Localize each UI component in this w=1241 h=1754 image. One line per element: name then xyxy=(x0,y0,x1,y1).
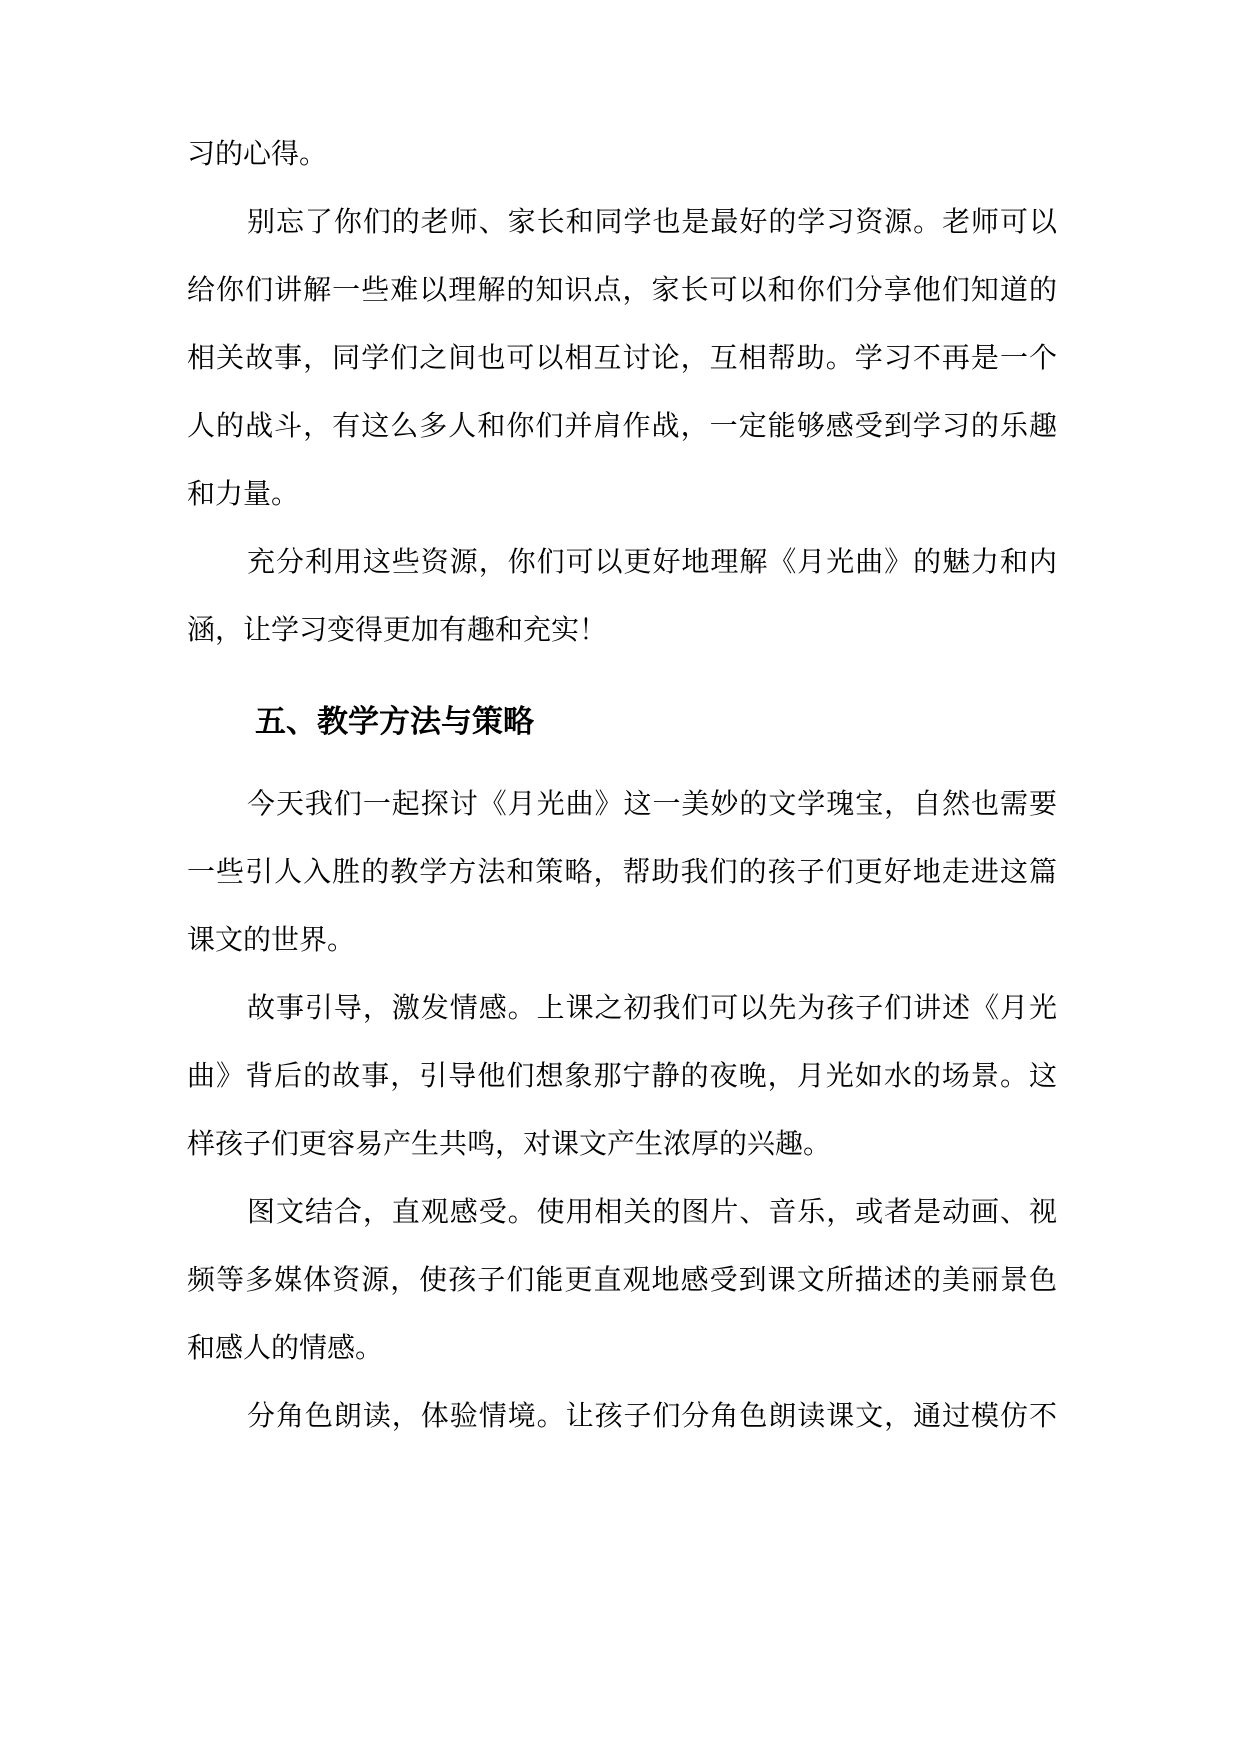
paragraph-line: 图文结合，直观感受。使用相关的图片、音乐，或者是动画、视 xyxy=(247,1195,1057,1228)
paragraph-line: 和力量。 xyxy=(187,477,300,510)
paragraph-line: 样孩子们更容易产生共鸣，对课文产生浓厚的兴趣。 xyxy=(187,1127,832,1160)
section-heading: 五、教学方法与策略 xyxy=(255,704,534,740)
paragraph-line: 故事引导，激发情感。上课之初我们可以先为孩子们讲述《月光 xyxy=(247,991,1057,1024)
paragraph-line: 给你们讲解一些难以理解的知识点，家长可以和你们分享他们知道的 xyxy=(187,273,1057,306)
paragraph-line: 分角色朗读，体验情境。让孩子们分角色朗读课文，通过模仿不 xyxy=(247,1399,1057,1432)
paragraph-line: 人的战斗，有这么多人和你们并肩作战，一定能够感受到学习的乐趣 xyxy=(187,409,1057,442)
paragraph-line: 相关故事，同学们之间也可以相互讨论，互相帮助。学习不再是一个 xyxy=(187,341,1057,374)
paragraph-line: 和感人的情感。 xyxy=(187,1331,384,1364)
paragraph-line: 曲》背后的故事，引导他们想象那宁静的夜晚，月光如水的场景。这 xyxy=(187,1059,1057,1092)
paragraph-line: 涵，让学习变得更加有趣和充实！ xyxy=(187,613,608,646)
paragraph-line: 充分利用这些资源，你们可以更好地理解《月光曲》的魅力和内 xyxy=(247,545,1057,578)
paragraph-line: 今天我们一起探讨《月光曲》这一美妙的文学瑰宝，自然也需要 xyxy=(247,787,1057,820)
paragraph-line: 课文的世界。 xyxy=(187,923,356,956)
paragraph-line: 习的心得。 xyxy=(187,137,328,170)
paragraph-line: 频等多媒体资源，使孩子们能更直观地感受到课文所描述的美丽景色 xyxy=(187,1263,1057,1296)
paragraph-line: 一些引人入胜的教学方法和策略，帮助我们的孩子们更好地走进这篇 xyxy=(187,855,1057,888)
paragraph-line: 别忘了你们的老师、家长和同学也是最好的学习资源。老师可以 xyxy=(247,205,1057,238)
